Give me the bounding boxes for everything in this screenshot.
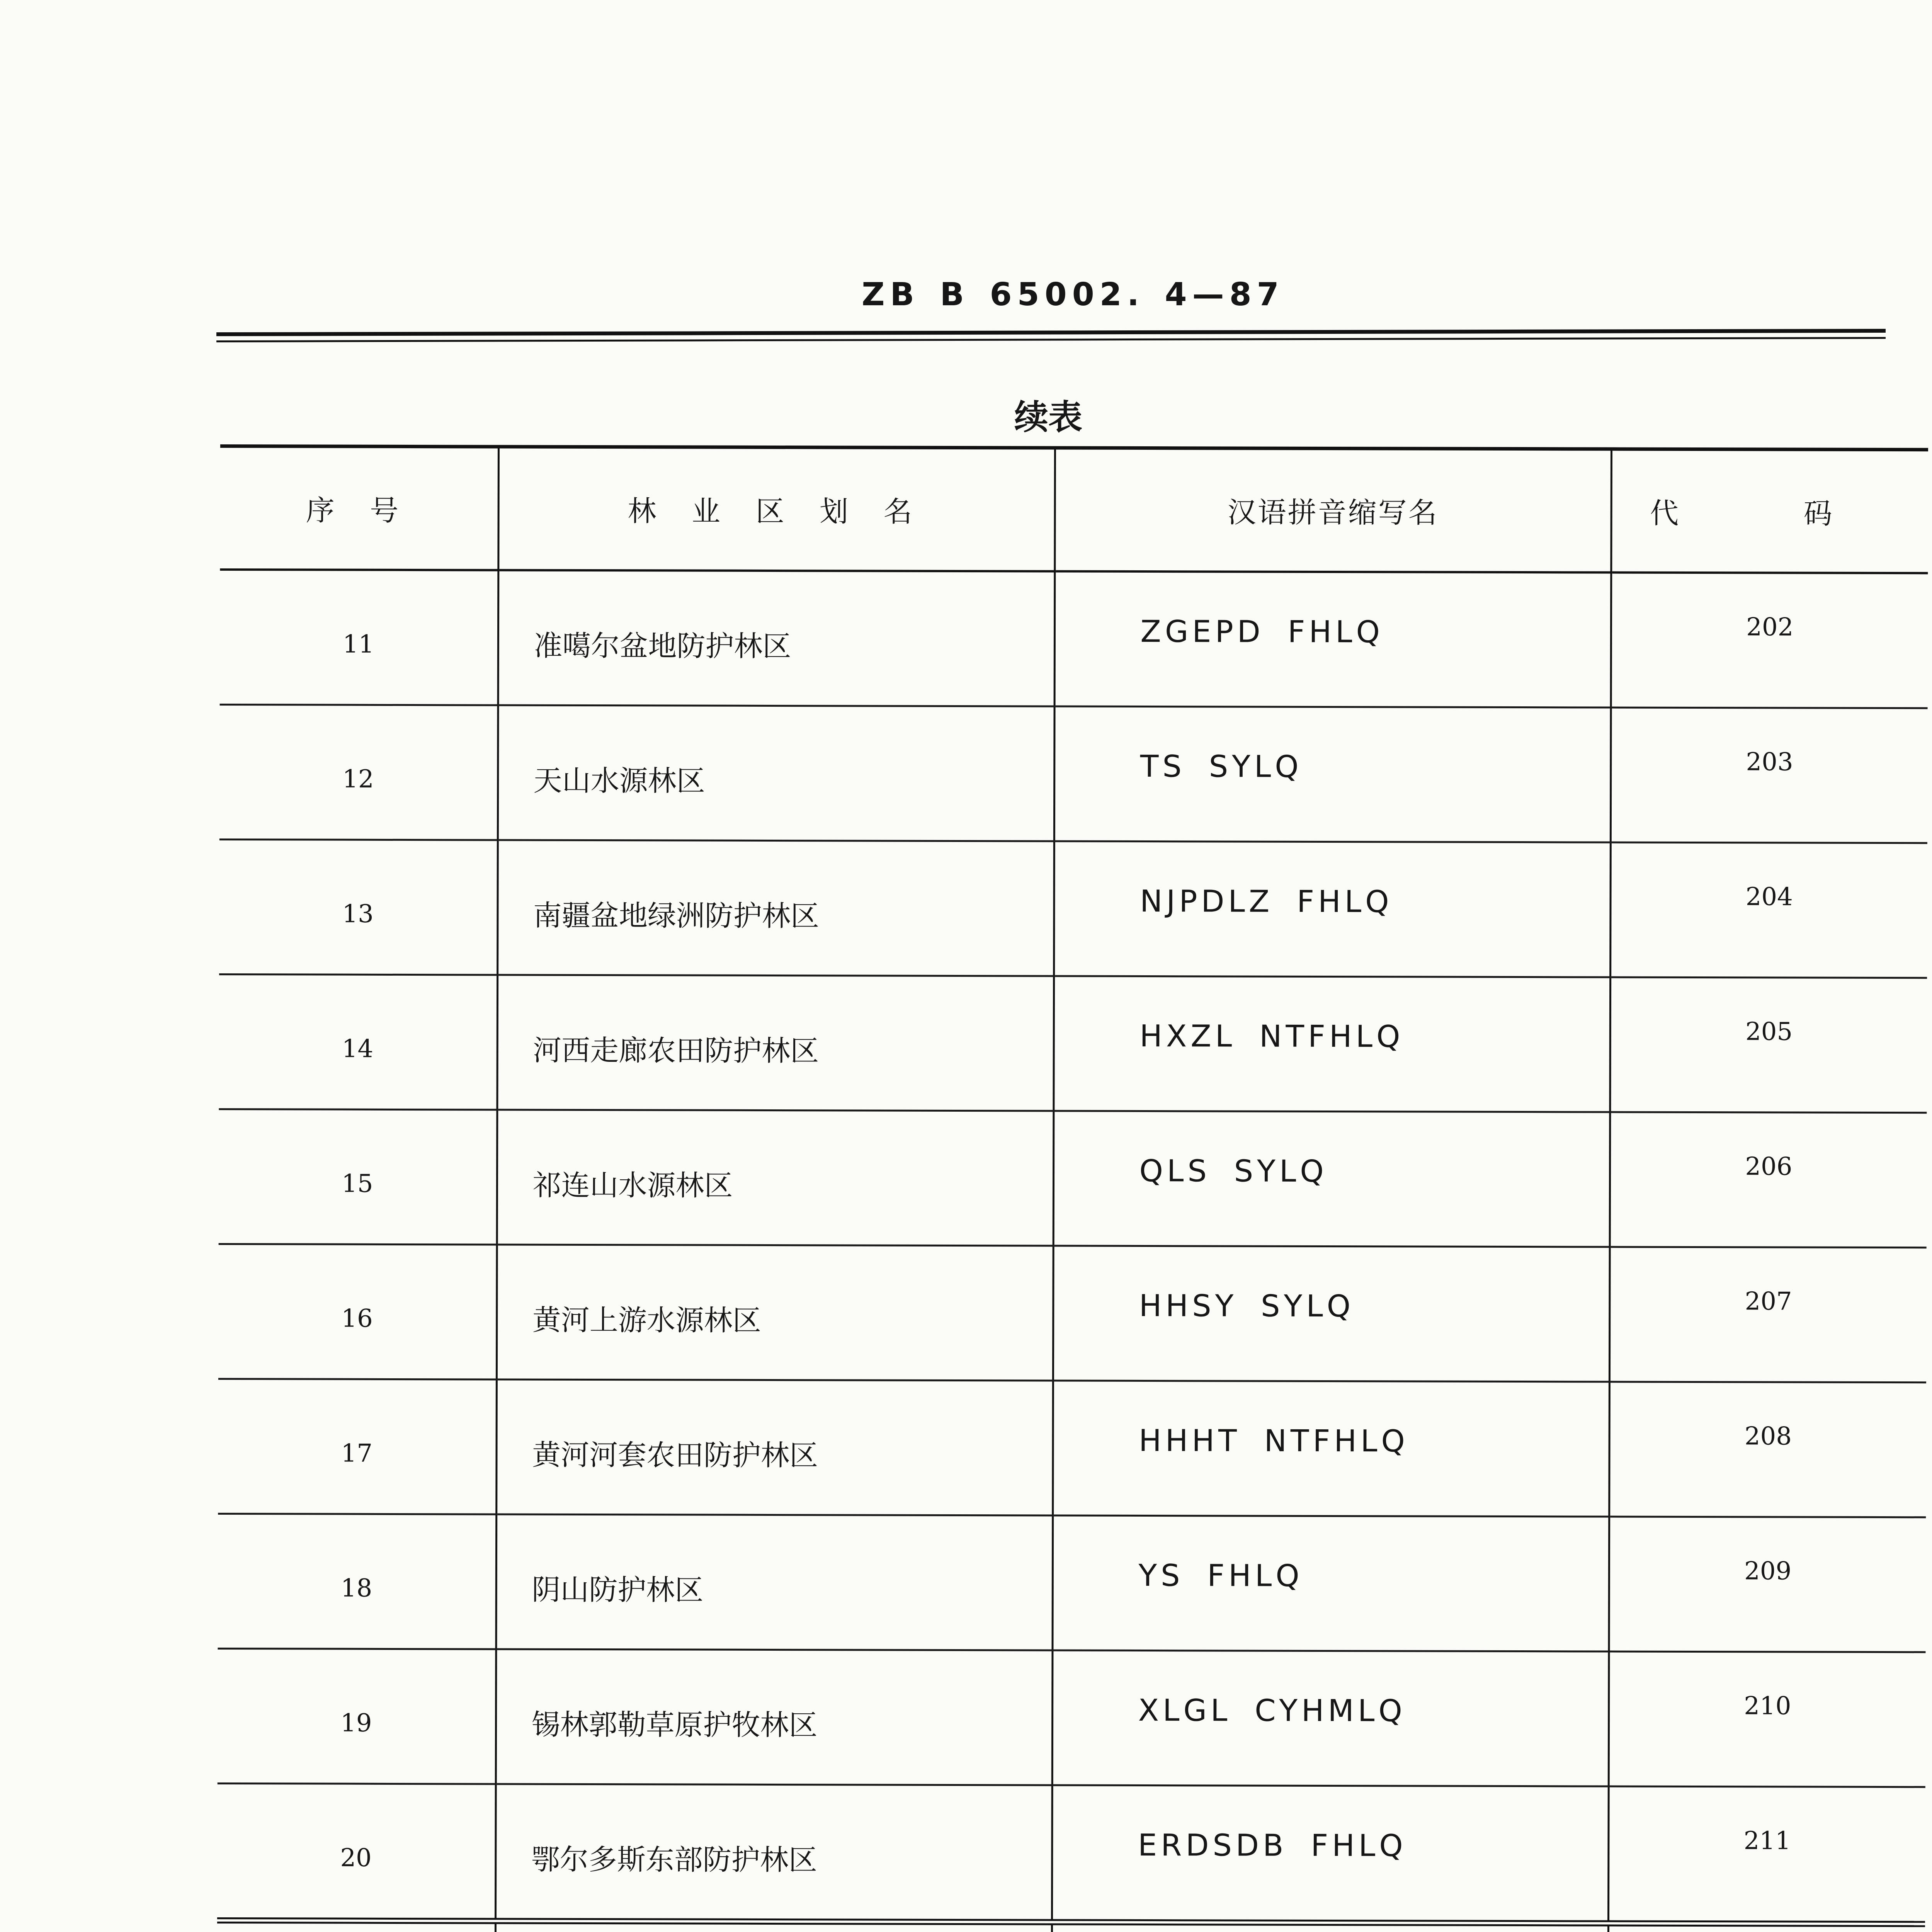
row-pinyin: TS SYLQ [1054,706,1611,842]
standard-number: ZB B 65002. 4—87 [862,276,1284,313]
row-seq: 17 [218,1379,497,1514]
row-pinyin: ZGEPD FHLQ [1054,571,1611,708]
row-seq: 16 [218,1244,497,1379]
row-pinyin: ERDSDB FHLQ [1052,1785,1609,1923]
row-name: 南疆盆地绿洲防护林区 [497,840,1054,976]
table-row [218,1379,1926,1517]
row-code: 202 [1611,573,1928,708]
table-row [219,839,1927,978]
row-name: 鄂尔多斯东部防护林区 [495,1784,1052,1922]
row-code: 207 [1609,1247,1927,1383]
row-code: 203 [1611,707,1928,843]
table-header-row [220,446,1928,573]
table-caption: 续表 [1014,397,1083,437]
row-pinyin: NJPDLZ FHLQ [1054,841,1611,977]
row-seq: 15 [219,1109,497,1245]
row-pinyin: HXZL NTFHLQ [1053,976,1610,1112]
row-code [1608,1923,1925,1932]
row-name: 阴山防护林区 [496,1514,1053,1650]
row-code: 209 [1609,1517,1926,1652]
row-seq: 13 [219,839,498,975]
table-row [219,1109,1927,1247]
row-pinyin [1051,1922,1608,1932]
row-seq: 20 [217,1783,496,1921]
header-rule [216,329,1886,342]
table-row [220,570,1928,708]
row-seq: 14 [219,974,497,1110]
table-row [217,1783,1925,1924]
row-seq [217,1920,495,1932]
table-row [219,704,1928,843]
row-seq: 11 [220,570,498,705]
row-code: 206 [1610,1112,1927,1248]
row-name: 天山水源林区 [498,705,1054,841]
row-name: 河西走廊农田防护林区 [497,975,1054,1111]
row-seq: 19 [218,1648,496,1784]
row-pinyin: HHSY SYLQ [1053,1246,1610,1382]
forestry-division-table-container [216,444,1928,1932]
table-row [218,1514,1926,1652]
column-header-seq: 序 号 [220,446,498,570]
row-pinyin: HHHT NTFHLQ [1053,1381,1609,1517]
row-pinyin: XLGL CYHMLQ [1052,1650,1609,1786]
table-body [214,570,1928,1932]
table-row [218,1648,1926,1787]
column-header-code: 代 码 [1611,449,1928,573]
row-seq: 18 [218,1514,496,1649]
row-name: 祁连山水源林区 [497,1110,1054,1246]
row-code: 211 [1608,1786,1925,1924]
row-pinyin: YS FHLQ [1052,1515,1609,1651]
forestry-division-table [214,444,1928,1932]
row-name: 黄河上游水源林区 [497,1245,1053,1381]
table-row [219,974,1927,1112]
row-code: 210 [1609,1651,1926,1787]
row-name: 准噶尔盆地防护林区 [498,570,1055,707]
row-pinyin: QLS SYLQ [1053,1111,1610,1247]
row-name: 黄河河套农田防护林区 [496,1379,1053,1515]
row-seq: 12 [219,704,498,840]
column-header-name: 林 业 区 划 名 [498,447,1055,571]
row-code: 205 [1610,977,1927,1113]
row-name [495,1921,1052,1932]
row-code: 204 [1610,842,1927,978]
column-header-pinyin: 汉语拼音缩写名 [1054,448,1611,573]
row-code: 208 [1609,1382,1926,1517]
row-name: 锡林郭勒草原护牧林区 [496,1649,1053,1785]
table-row [218,1244,1927,1382]
